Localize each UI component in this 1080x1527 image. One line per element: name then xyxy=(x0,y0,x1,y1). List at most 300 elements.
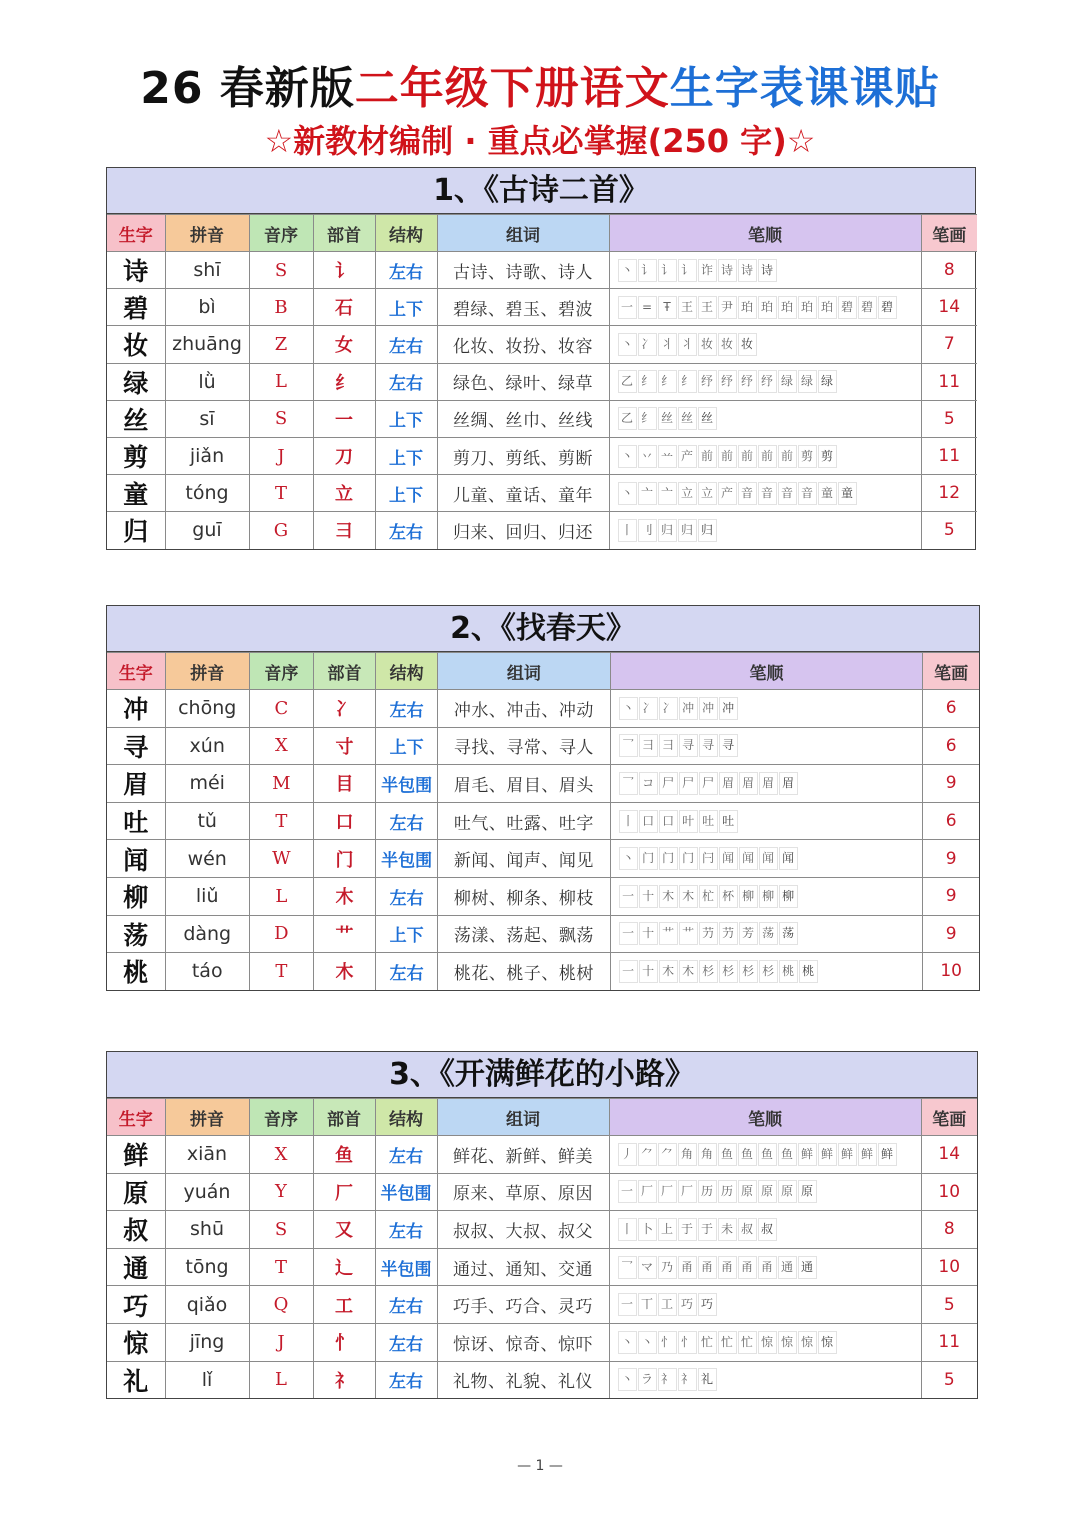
cell-stroke-count: 9 xyxy=(923,915,979,953)
stroke-step: 未 xyxy=(718,1218,737,1241)
stroke-step: 丶 xyxy=(618,259,637,282)
stroke-step: 纟 xyxy=(658,370,677,393)
stroke-step: 立 xyxy=(698,482,717,505)
stroke-step: 珀 xyxy=(758,296,777,319)
cell-char: 归 xyxy=(107,512,165,549)
table-row xyxy=(107,1173,977,1211)
cell-char: 丝 xyxy=(107,400,165,437)
stroke-step: 丨 xyxy=(618,1218,637,1241)
cell-pinyin: qiǎo xyxy=(165,1286,249,1324)
cell-pinyin: shī xyxy=(165,252,249,289)
cell-words: 原来、草原、原因 xyxy=(437,1173,609,1211)
cell-radical: 木 xyxy=(313,877,375,915)
stroke-step: 前 xyxy=(698,445,717,468)
stroke-step: 惊 xyxy=(758,1331,777,1354)
stroke-step: 冫 xyxy=(639,697,658,720)
table-row xyxy=(107,400,977,437)
cell-order: T xyxy=(249,802,313,840)
stroke-step: 木 xyxy=(679,885,698,908)
stroke-step: 一 xyxy=(618,1180,637,1203)
stroke-step: 冲 xyxy=(679,697,698,720)
cell-order: J xyxy=(249,1323,313,1361)
cell-stroke-count: 9 xyxy=(923,765,979,803)
cell-structure: 左右 xyxy=(375,326,437,363)
stroke-step: 角 xyxy=(678,1143,697,1166)
stroke-step: 前 xyxy=(718,445,737,468)
cell-words: 礼物、礼貌、礼仪 xyxy=(437,1361,609,1398)
table-row xyxy=(107,1323,977,1361)
header-char: 生字 xyxy=(107,1099,165,1136)
cell-radical: 口 xyxy=(313,802,375,840)
header-strokes: 笔顺 xyxy=(610,653,923,690)
stroke-step: 叔 xyxy=(738,1218,757,1241)
stroke-step: 柳 xyxy=(739,885,758,908)
cell-stroke-order xyxy=(610,765,923,803)
table-row xyxy=(107,1136,977,1174)
cell-char: 柳 xyxy=(107,877,165,915)
cell-structure: 左右 xyxy=(376,877,438,915)
cell-structure: 左右 xyxy=(375,1136,437,1174)
table-row xyxy=(107,1361,977,1398)
stroke-step: 闻 xyxy=(779,847,798,870)
cell-pinyin: dàng xyxy=(165,915,249,953)
stroke-step: 纾 xyxy=(698,370,717,393)
stroke-step: 礼 xyxy=(698,1368,717,1391)
stroke-step: 眉 xyxy=(779,772,798,795)
header-words: 组词 xyxy=(437,1099,609,1136)
cell-words: 巧手、巧合、灵巧 xyxy=(437,1286,609,1324)
stroke-step: 甬 xyxy=(718,1256,737,1279)
cell-structure: 上下 xyxy=(375,400,437,437)
stroke-step: 眉 xyxy=(739,772,758,795)
cell-stroke-order xyxy=(609,1323,921,1361)
stroke-step: 忙 xyxy=(718,1331,737,1354)
cell-radical: 一 xyxy=(313,400,375,437)
cell-char: 妆 xyxy=(107,326,165,363)
cell-order: S xyxy=(249,1211,313,1249)
stroke-step: 纟 xyxy=(638,407,657,430)
cell-structure: 上下 xyxy=(375,475,437,512)
table-row xyxy=(107,289,977,326)
header-row xyxy=(107,653,979,690)
page-number: — 1 — xyxy=(517,1458,563,1474)
cell-stroke-count: 11 xyxy=(921,363,977,400)
stroke-step: 寻 xyxy=(699,734,718,757)
header-radical: 部首 xyxy=(313,1099,375,1136)
stroke-step: 芳 xyxy=(739,922,758,945)
cell-structure: 上下 xyxy=(376,915,438,953)
stroke-step: コ xyxy=(639,772,658,795)
stroke-step: 十 xyxy=(639,922,658,945)
cell-pinyin: xiān xyxy=(165,1136,249,1174)
cell-pinyin: jīng xyxy=(165,1323,249,1361)
cell-stroke-order xyxy=(609,512,921,549)
stroke-step: 前 xyxy=(758,445,777,468)
header-structure: 结构 xyxy=(376,653,438,690)
cell-stroke-order xyxy=(609,1248,921,1286)
stroke-step: 寻 xyxy=(719,734,738,757)
cell-words: 儿童、童话、童年 xyxy=(437,475,609,512)
cell-structure: 左右 xyxy=(376,953,438,990)
header-radical: 部首 xyxy=(313,215,375,252)
stroke-step: 音 xyxy=(758,482,777,505)
cell-char: 碧 xyxy=(107,289,165,326)
cell-char: 寻 xyxy=(107,727,165,765)
header-strokes: 笔顺 xyxy=(609,215,921,252)
header-row xyxy=(107,1099,977,1136)
title-part-grade: 二年级下册语文 xyxy=(354,63,670,114)
stroke-step: 芀 xyxy=(719,922,738,945)
cell-structure: 上下 xyxy=(375,289,437,326)
cell-char: 叔 xyxy=(107,1211,165,1249)
stroke-step: 纟 xyxy=(678,370,697,393)
stroke-step: 丷 xyxy=(638,445,657,468)
stroke-step: 冲 xyxy=(719,697,738,720)
cell-order: D xyxy=(249,915,313,953)
cell-char: 巧 xyxy=(107,1286,165,1324)
stroke-step: 丶 xyxy=(638,1331,657,1354)
stroke-step: 纟 xyxy=(638,370,657,393)
cell-pinyin: guī xyxy=(165,512,249,549)
stroke-step: 童 xyxy=(818,482,837,505)
stroke-step: 前 xyxy=(778,445,797,468)
stroke-step: 杉 xyxy=(759,960,778,983)
stroke-step: 前 xyxy=(738,445,757,468)
cell-char: 吐 xyxy=(107,802,165,840)
cell-radical: 讠 xyxy=(313,252,375,289)
cell-char: 剪 xyxy=(107,437,165,474)
stroke-step: 丶 xyxy=(618,1331,637,1354)
cell-structure: 左右 xyxy=(375,1211,437,1249)
stroke-step: 厂 xyxy=(658,1180,677,1203)
cell-stroke-count: 10 xyxy=(921,1248,977,1286)
cell-order: G xyxy=(249,512,313,549)
cell-radical: 冫 xyxy=(313,690,375,728)
stroke-step: 一 xyxy=(619,960,638,983)
stroke-step: 归 xyxy=(698,519,717,542)
stroke-step: 一 xyxy=(619,922,638,945)
cell-char: 原 xyxy=(107,1173,165,1211)
stroke-step: 纾 xyxy=(758,370,777,393)
cell-words: 新闻、闻声、闻见 xyxy=(438,840,610,878)
cell-stroke-count: 11 xyxy=(921,437,977,474)
cell-radical: 礻 xyxy=(313,1361,375,1398)
stroke-step: 童 xyxy=(838,482,857,505)
stroke-step: 原 xyxy=(778,1180,797,1203)
stroke-step: 于 xyxy=(678,1218,697,1241)
header-words: 组词 xyxy=(438,653,610,690)
stroke-step: 绿 xyxy=(798,370,817,393)
stroke-step: 闻 xyxy=(739,847,758,870)
stroke-step: 剪 xyxy=(798,445,817,468)
cell-stroke-order xyxy=(609,1136,921,1174)
stroke-step: 丶 xyxy=(618,445,637,468)
stroke-step: 原 xyxy=(758,1180,777,1203)
cell-order: L xyxy=(249,1361,313,1398)
stroke-step: 鲜 xyxy=(858,1143,877,1166)
stroke-step: 冫 xyxy=(638,333,657,356)
stroke-step: 乙 xyxy=(618,407,637,430)
cell-structure: 左右 xyxy=(375,252,437,289)
stroke-step: 鱼 xyxy=(758,1143,777,1166)
cell-words: 冲水、冲击、冲动 xyxy=(438,690,610,728)
cell-stroke-order xyxy=(610,915,923,953)
cell-structure: 上下 xyxy=(375,437,437,474)
stroke-step: ⺈ xyxy=(658,1143,677,1166)
table-row xyxy=(107,363,977,400)
lesson-table xyxy=(107,1098,977,1398)
cell-stroke-count: 9 xyxy=(923,877,979,915)
stroke-step: 工 xyxy=(658,1293,677,1316)
stroke-step: 讠 xyxy=(658,259,677,282)
cell-order: W xyxy=(249,840,313,878)
cell-stroke-count: 6 xyxy=(923,727,979,765)
cell-structure: 半包围 xyxy=(375,1173,437,1211)
table-row xyxy=(107,1248,977,1286)
stroke-step: 木 xyxy=(679,960,698,983)
cell-pinyin: shū xyxy=(165,1211,249,1249)
cell-radical: 辶 xyxy=(313,1248,375,1286)
cell-pinyin: yuán xyxy=(165,1173,249,1211)
stroke-step: 鲜 xyxy=(838,1143,857,1166)
header-count: 笔画 xyxy=(921,215,977,252)
stroke-step: 讠 xyxy=(638,259,657,282)
cell-structure: 上下 xyxy=(376,727,438,765)
stroke-step: 柳 xyxy=(779,885,798,908)
stroke-step: 杧 xyxy=(699,885,718,908)
header-structure: 结构 xyxy=(375,215,437,252)
stroke-step: 䒑 xyxy=(658,445,677,468)
stroke-step: 产 xyxy=(678,445,697,468)
cell-order: L xyxy=(249,877,313,915)
stroke-step: 鱼 xyxy=(738,1143,757,1166)
cell-radical: 门 xyxy=(313,840,375,878)
stroke-step: 十 xyxy=(639,960,658,983)
cell-words: 柳树、柳条、柳枝 xyxy=(438,877,610,915)
cell-stroke-count: 14 xyxy=(921,289,977,326)
stroke-step: 礻 xyxy=(678,1368,697,1391)
cell-stroke-order xyxy=(609,326,921,363)
cell-words: 通过、通知、交通 xyxy=(437,1248,609,1286)
table-row xyxy=(107,840,979,878)
cell-char: 冲 xyxy=(107,690,165,728)
lesson-table xyxy=(107,214,977,549)
stroke-step: 口 xyxy=(639,810,658,833)
header-strokes: 笔顺 xyxy=(609,1099,921,1136)
cell-char: 眉 xyxy=(107,765,165,803)
cell-radical: 艹 xyxy=(313,915,375,953)
stroke-step: 纾 xyxy=(718,370,737,393)
cell-char: 惊 xyxy=(107,1323,165,1361)
stroke-step: 丝 xyxy=(678,407,697,430)
stroke-step: 归 xyxy=(658,519,677,542)
cell-radical: 彐 xyxy=(313,512,375,549)
cell-stroke-order xyxy=(609,475,921,512)
cell-words: 桃花、桃子、桃树 xyxy=(438,953,610,990)
stroke-step: 甬 xyxy=(698,1256,717,1279)
stroke-step: 叶 xyxy=(679,810,698,833)
stroke-step: 剪 xyxy=(818,445,837,468)
table-row xyxy=(107,877,979,915)
cell-radical: 女 xyxy=(313,326,375,363)
cell-words: 吐气、吐露、吐字 xyxy=(438,802,610,840)
header-order: 音序 xyxy=(249,1099,313,1136)
stroke-step: 丶 xyxy=(619,847,638,870)
cell-stroke-count: 5 xyxy=(921,1286,977,1324)
stroke-step: 闻 xyxy=(759,847,778,870)
cell-words: 古诗、诗歌、诗人 xyxy=(437,252,609,289)
cell-stroke-order xyxy=(610,953,923,990)
stroke-step: 丨 xyxy=(618,519,637,542)
cell-structure: 左右 xyxy=(375,1361,437,1398)
stroke-step: 杉 xyxy=(699,960,718,983)
cell-pinyin: wén xyxy=(165,840,249,878)
stroke-step: 亠 xyxy=(658,482,677,505)
stroke-step: 荡 xyxy=(759,922,778,945)
stroke-step: 甬 xyxy=(678,1256,697,1279)
cell-stroke-count: 8 xyxy=(921,252,977,289)
cell-order: T xyxy=(249,953,313,990)
stroke-step: 十 xyxy=(639,885,658,908)
stroke-step: 历 xyxy=(698,1180,717,1203)
table-row xyxy=(107,727,979,765)
header-words: 组词 xyxy=(437,215,609,252)
cell-words: 荡漾、荡起、飘荡 xyxy=(438,915,610,953)
cell-order: C xyxy=(249,690,313,728)
stroke-step: 木 xyxy=(659,885,678,908)
cell-char: 绿 xyxy=(107,363,165,400)
cell-char: 荡 xyxy=(107,915,165,953)
cell-words: 眉毛、眉目、眉头 xyxy=(438,765,610,803)
cell-structure: 半包围 xyxy=(376,765,438,803)
table-row xyxy=(107,953,979,990)
page-subtitle: ☆新教材编制 · 重点必掌握(250 字)☆ xyxy=(264,122,816,160)
stroke-step: 桃 xyxy=(799,960,818,983)
cell-stroke-count: 10 xyxy=(921,1173,977,1211)
cell-stroke-count: 12 xyxy=(921,475,977,512)
cell-pinyin: lǜ xyxy=(165,363,249,400)
header-row xyxy=(107,215,977,252)
stroke-step: 叔 xyxy=(758,1218,777,1241)
stroke-step: 碧 xyxy=(858,296,877,319)
stroke-step: 柳 xyxy=(759,885,778,908)
stroke-step: 珀 xyxy=(738,296,757,319)
stroke-step: 闩 xyxy=(699,847,718,870)
stroke-step: 一 xyxy=(618,1293,637,1316)
cell-structure: 左右 xyxy=(375,1323,437,1361)
stroke-step: 刂 xyxy=(638,519,657,542)
stroke-step: 讠 xyxy=(678,259,697,282)
stroke-step: 通 xyxy=(778,1256,797,1279)
stroke-step: 桃 xyxy=(779,960,798,983)
cell-words: 鲜花、新鲜、鲜美 xyxy=(437,1136,609,1174)
cell-stroke-order xyxy=(609,1173,921,1211)
stroke-step: 丨 xyxy=(619,810,638,833)
header-pinyin: 拼音 xyxy=(165,215,249,252)
table-row xyxy=(107,802,979,840)
cell-stroke-count: 6 xyxy=(923,690,979,728)
stroke-step: 忄 xyxy=(678,1331,697,1354)
stroke-step: 珀 xyxy=(798,296,817,319)
cell-order: B xyxy=(249,289,313,326)
stroke-step: 珀 xyxy=(818,296,837,319)
stroke-step: 惊 xyxy=(818,1331,837,1354)
stroke-step: 厂 xyxy=(638,1180,657,1203)
cell-stroke-count: 5 xyxy=(921,1361,977,1398)
stroke-step: 亠 xyxy=(638,482,657,505)
cell-radical: 目 xyxy=(313,765,375,803)
header-count: 笔画 xyxy=(923,653,979,690)
stroke-step: 鲜 xyxy=(798,1143,817,1166)
title-part-table: 生字表课课贴 xyxy=(669,63,940,114)
stroke-step: 诈 xyxy=(698,259,717,282)
cell-stroke-order xyxy=(610,690,923,728)
cell-structure: 左右 xyxy=(376,802,438,840)
stroke-step: 门 xyxy=(659,847,678,870)
stroke-step: 丶 xyxy=(618,1368,637,1391)
stroke-step: 鲜 xyxy=(818,1143,837,1166)
table-row xyxy=(107,1286,977,1324)
lesson-section-2 xyxy=(106,605,980,991)
table-row xyxy=(107,915,979,953)
stroke-step: 丿 xyxy=(618,1143,637,1166)
cell-stroke-count: 14 xyxy=(921,1136,977,1174)
cell-stroke-count: 5 xyxy=(921,512,977,549)
table-row xyxy=(107,512,977,549)
stroke-step: 忙 xyxy=(698,1331,717,1354)
stroke-step: 冫 xyxy=(659,697,678,720)
stroke-step: 惊 xyxy=(798,1331,817,1354)
cell-pinyin: bì xyxy=(165,289,249,326)
stroke-step: 尸 xyxy=(659,772,678,795)
stroke-step: 诗 xyxy=(738,259,757,282)
table-row xyxy=(107,765,979,803)
cell-pinyin: jiǎn xyxy=(165,437,249,474)
cell-order: S xyxy=(249,400,313,437)
stroke-step: 王 xyxy=(678,296,697,319)
stroke-step: 妆 xyxy=(738,333,757,356)
stroke-step: マ xyxy=(638,1256,657,1279)
cell-radical: 忄 xyxy=(313,1323,375,1361)
cell-order: Z xyxy=(249,326,313,363)
stroke-step: 丅 xyxy=(638,1293,657,1316)
cell-stroke-count: 6 xyxy=(923,802,979,840)
stroke-step: 通 xyxy=(798,1256,817,1279)
stroke-step: 厂 xyxy=(678,1180,697,1203)
stroke-step: ⺈ xyxy=(638,1143,657,1166)
stroke-step: 鱼 xyxy=(718,1143,737,1166)
stroke-step: 丶 xyxy=(618,482,637,505)
stroke-step: 杯 xyxy=(719,885,738,908)
lesson-table xyxy=(107,652,979,990)
cell-words: 化妆、妆扮、妆容 xyxy=(437,326,609,363)
stroke-step: 原 xyxy=(738,1180,757,1203)
stroke-step: 闻 xyxy=(719,847,738,870)
cell-words: 丝绸、丝巾、丝线 xyxy=(437,400,609,437)
stroke-step: 艹 xyxy=(659,922,678,945)
header-char: 生字 xyxy=(107,215,165,252)
cell-order: J xyxy=(249,437,313,474)
stroke-step: 诗 xyxy=(718,259,737,282)
stroke-step: ラ xyxy=(638,1368,657,1391)
cell-structure: 左右 xyxy=(375,363,437,400)
cell-radical: 石 xyxy=(313,289,375,326)
stroke-step: 珀 xyxy=(778,296,797,319)
cell-stroke-order xyxy=(609,1286,921,1324)
cell-words: 碧绿、碧玉、碧波 xyxy=(437,289,609,326)
lesson-title: 3、《开满鲜花的小路》 xyxy=(107,1052,977,1098)
table-row xyxy=(107,437,977,474)
